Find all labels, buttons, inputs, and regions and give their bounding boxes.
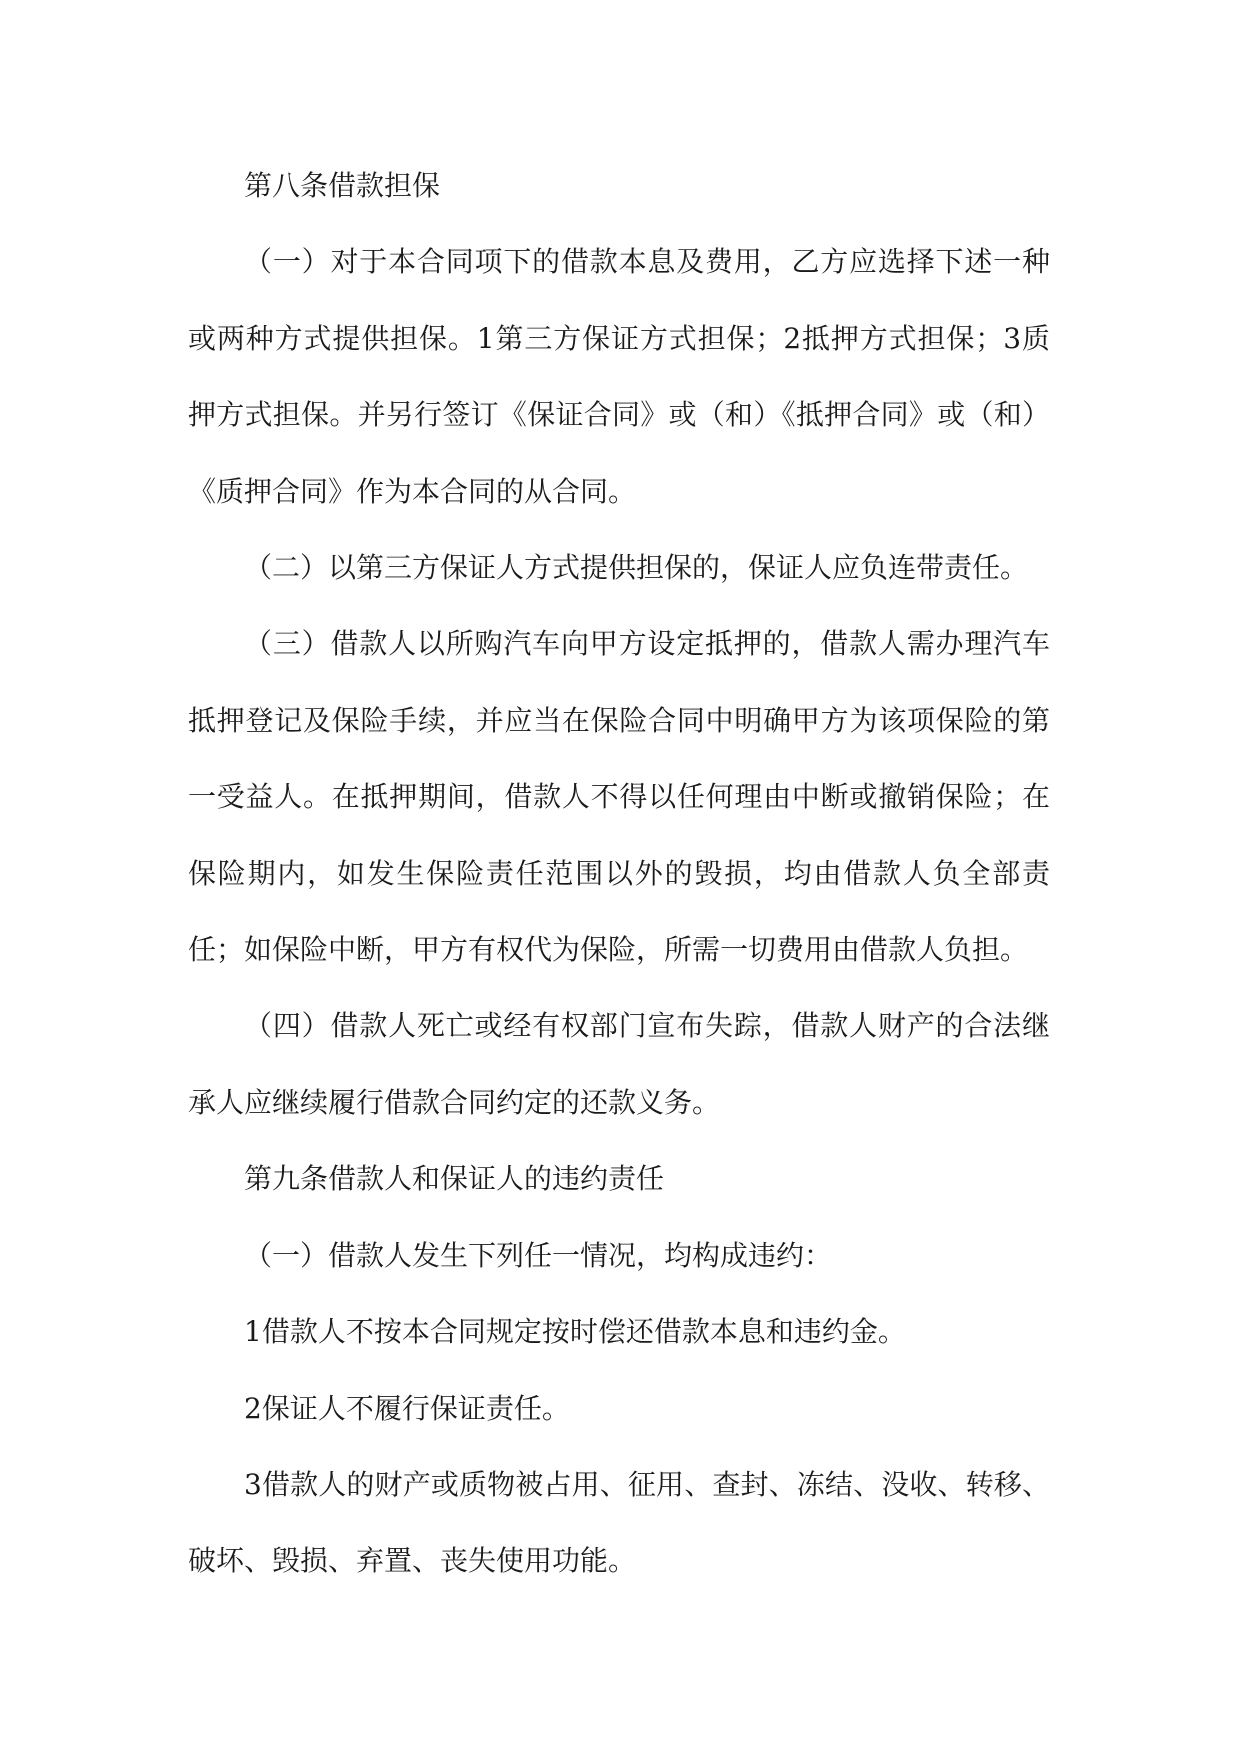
article-8-clause-2: （二）以第三方保证人方式提供担保的，保证人应负连带责任。 [244,551,1029,585]
article-8-clause-1: （一）对于本合同项下的借款本息及费用，乙方应选择下述一种或两种方式提供担保。1第三方保证方式担保；2抵押方式担保；3质押方式担保。并另行签订《保证合同》或（和）《抵押合同》或（和）《质押合同》作为本合同的从合同。 [188,245,1050,508]
article-9-clause-1: （一）借款人发生下列任一情况，均构成违约： [244,1238,833,1272]
article-9-item-1: 1借款人不按本合同规定按时偿还借款本息和违约金。 [244,1315,906,1349]
document-body [188,148,1050,1600]
article-9-item-2: 2保证人不履行保证责任。 [244,1391,570,1425]
article-8-clause-3: （三）借款人以所购汽车向甲方设定抵押的，借款人需办理汽车抵押登记及保险手续，并应当在保险合同中明确甲方为该项保险的第一受益人。在抵押期间，借款人不得以任何理由中断或撤销保险；在保险期内，如发生保险责任范围以外的毁损，均由借款人负全部责任；如保险中断，甲方有权代为保险，所需一切费用由借款人负担。 [188,627,1050,967]
article-9-heading: 第九条借款人和保证人的违约责任 [244,1162,665,1196]
article-8-heading: 第八条借款担保 [244,169,441,202]
article-9-item-3: 3借款人的财产或质物被占用、征用、查封、冻结、没收、转移、破坏、毁损、弃置、丧失使用功能。 [188,1467,1050,1578]
article-8-clause-4: （四）借款人死亡或经有权部门宣布失踪，借款人财产的合法继承人应继续履行借款合同约定的还款义务。 [188,1009,1050,1119]
